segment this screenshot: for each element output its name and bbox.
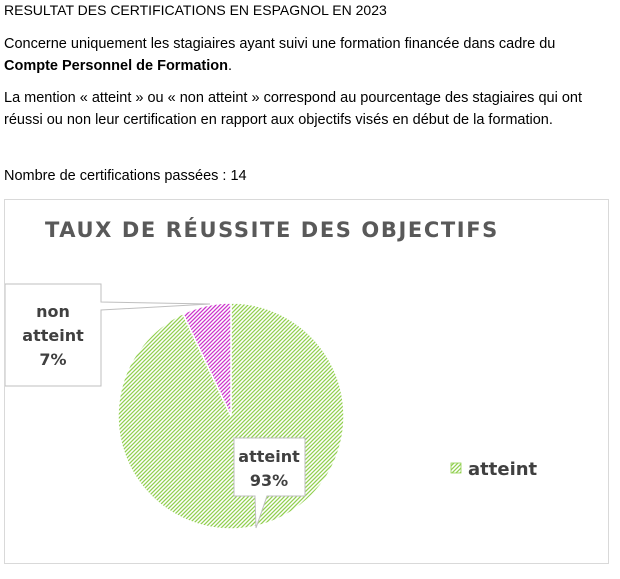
legend-swatch-atteint: [451, 463, 461, 473]
chart-title: TAUX DE RÉUSSITE DES OBJECTIFS: [45, 218, 499, 242]
scope-text-end: .: [227, 58, 233, 74]
mention-paragraph: La mention « atteint » ou « non atteint » correspond au pourcentage des stagiaires qui ont réussi ou non leur certification en rapport aux objectifs visés en début de la formation.: [4, 90, 582, 128]
certification-count: Nombre de certifications passées : 14: [4, 168, 247, 184]
cpf-bold-text: Compte Personnel de Formation: [4, 58, 228, 74]
data-label-atteint-line1: atteint: [238, 447, 300, 466]
data-label-non-atteint-value: 7%: [39, 350, 67, 369]
page-heading: RESULTAT DES CERTIFICATIONS EN ESPAGNOL EN 2023: [4, 2, 387, 18]
legend-label-atteint: atteint: [468, 459, 538, 480]
scope-text: Concerne uniquement les stagiaires ayant suivi une formation financée dans cadre du: [4, 36, 556, 52]
pie-chart-container: [4, 199, 609, 564]
data-label-non-atteint-line2: atteint: [22, 326, 84, 345]
pie-chart: [5, 200, 610, 565]
scope-paragraph: [4, 33, 604, 77]
data-label-atteint-value: 93%: [249, 471, 289, 490]
legend: [451, 459, 538, 480]
data-label-non-atteint-line1: non: [36, 302, 70, 321]
